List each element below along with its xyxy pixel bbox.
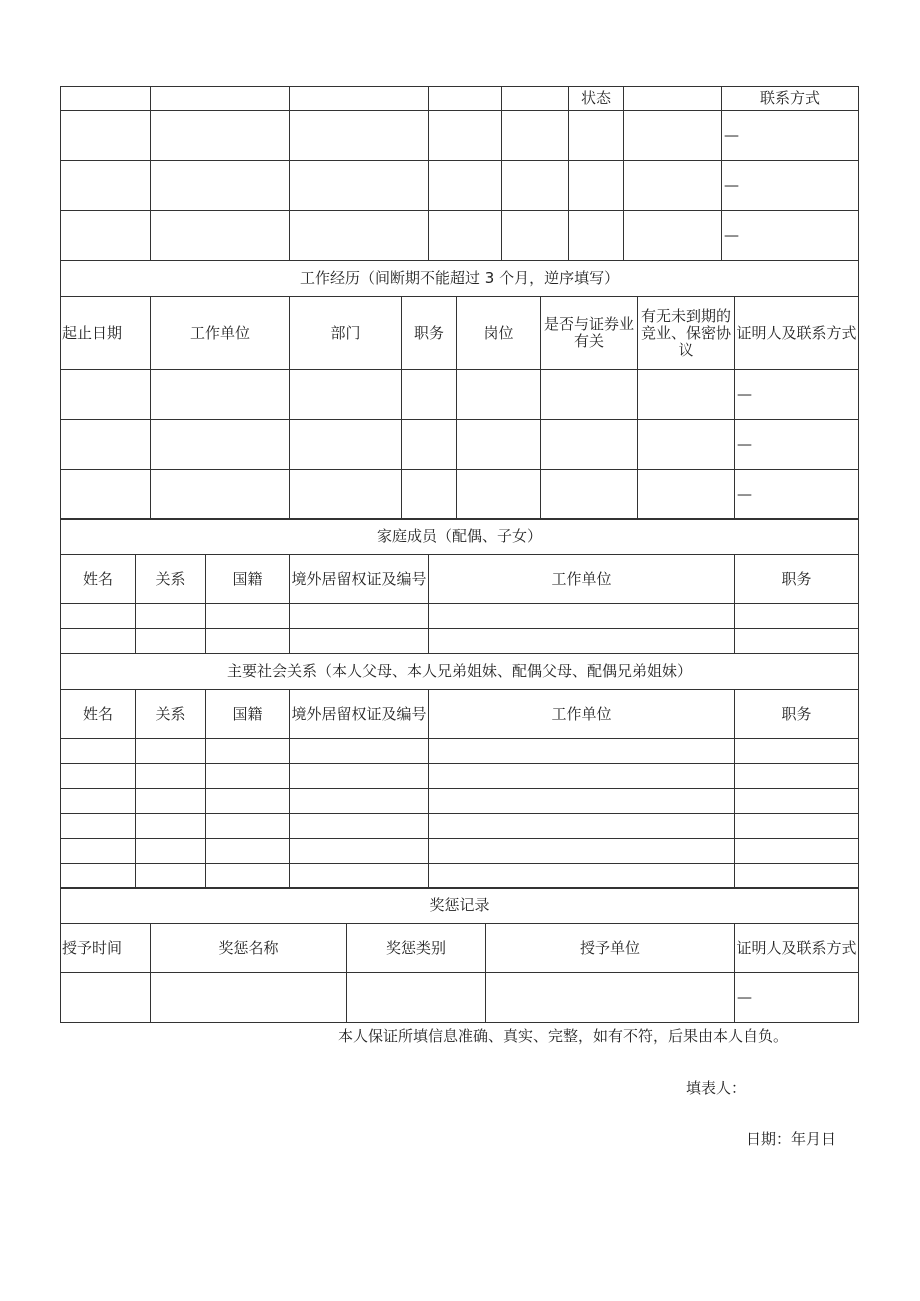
- input-cell[interactable]: [290, 470, 402, 520]
- input-cell[interactable]: [206, 789, 290, 814]
- table-row: [61, 864, 859, 889]
- header-cell: 起止日期: [61, 297, 151, 370]
- input-cell[interactable]: [290, 211, 429, 261]
- work-experience-table: [60, 260, 859, 520]
- header-cell: 姓名: [61, 555, 136, 604]
- input-cell[interactable]: [61, 111, 151, 161]
- witness-cell[interactable]: —: [735, 470, 859, 520]
- header-cell: 职务: [735, 555, 859, 604]
- social-relations-table: [60, 653, 859, 889]
- section-title: 工作经历（间断期不能超过 3 个月，逆序填写）: [61, 261, 859, 297]
- input-cell[interactable]: [290, 420, 402, 470]
- witness-cell[interactable]: —: [735, 370, 859, 420]
- input-cell[interactable]: [61, 814, 136, 839]
- input-cell[interactable]: [502, 161, 569, 211]
- header-cell: 奖惩类别: [347, 924, 486, 973]
- header-cell: 工作单位: [429, 690, 735, 739]
- table-row: [61, 629, 859, 654]
- table-row: [61, 839, 859, 864]
- header-cell: 证明人及联系方式: [735, 924, 859, 973]
- input-cell[interactable]: [569, 211, 624, 261]
- input-cell[interactable]: [638, 470, 735, 520]
- table-row: [61, 370, 859, 420]
- witness-cell[interactable]: —: [735, 973, 859, 1023]
- header-cell: 证明人及联系方式: [735, 297, 859, 370]
- input-cell[interactable]: [151, 111, 290, 161]
- input-cell[interactable]: [624, 111, 722, 161]
- input-cell[interactable]: [151, 161, 290, 211]
- input-cell[interactable]: [290, 629, 429, 654]
- header-cell: [429, 87, 502, 111]
- input-cell[interactable]: [457, 470, 541, 520]
- contact-cell[interactable]: —: [722, 161, 859, 211]
- input-cell[interactable]: [290, 739, 429, 764]
- header-row: [61, 690, 859, 739]
- input-cell[interactable]: [136, 629, 206, 654]
- header-cell: 工作单位: [429, 555, 735, 604]
- input-cell[interactable]: [61, 789, 136, 814]
- input-cell[interactable]: [206, 629, 290, 654]
- input-cell[interactable]: [735, 629, 859, 654]
- input-cell[interactable]: [290, 839, 429, 864]
- input-cell[interactable]: [402, 470, 457, 520]
- input-cell[interactable]: [151, 370, 290, 420]
- input-cell[interactable]: [61, 973, 151, 1023]
- table-row: [61, 161, 859, 211]
- input-cell[interactable]: [402, 420, 457, 470]
- input-cell[interactable]: [290, 814, 429, 839]
- input-cell[interactable]: [486, 973, 735, 1023]
- header-cell: 国籍: [206, 555, 290, 604]
- declaration-text: 本人保证所填信息准确、真实、完整，如有不符，后果由本人自负。: [338, 1027, 789, 1045]
- input-cell[interactable]: [502, 211, 569, 261]
- header-cell: 关系: [136, 690, 206, 739]
- education-table: [60, 86, 859, 261]
- header-cell: 境外居留权证及编号: [290, 555, 429, 604]
- input-cell[interactable]: [290, 604, 429, 629]
- input-cell[interactable]: [541, 470, 638, 520]
- header-cell: [290, 87, 429, 111]
- header-cell: [151, 87, 290, 111]
- input-cell[interactable]: [457, 420, 541, 470]
- input-cell[interactable]: [136, 839, 206, 864]
- input-cell[interactable]: [402, 370, 457, 420]
- input-cell[interactable]: [638, 420, 735, 470]
- header-cell: [624, 87, 722, 111]
- header-cell: 授予时间: [61, 924, 151, 973]
- input-cell[interactable]: [206, 839, 290, 864]
- input-cell[interactable]: [290, 864, 429, 889]
- input-cell[interactable]: [136, 764, 206, 789]
- header-cell: 是否与证券业有关: [541, 297, 638, 370]
- input-cell[interactable]: [429, 814, 735, 839]
- input-cell[interactable]: [290, 764, 429, 789]
- header-row: [61, 555, 859, 604]
- table-row: [61, 814, 859, 839]
- input-cell[interactable]: [151, 420, 290, 470]
- input-cell[interactable]: [429, 839, 735, 864]
- input-cell[interactable]: [569, 111, 624, 161]
- input-cell[interactable]: [136, 814, 206, 839]
- header-cell: [61, 87, 151, 111]
- input-cell[interactable]: [151, 470, 290, 520]
- input-cell[interactable]: [457, 370, 541, 420]
- family-members-table: [60, 518, 859, 654]
- input-cell[interactable]: [541, 420, 638, 470]
- table-row: [61, 604, 859, 629]
- header-cell: 岗位: [457, 297, 541, 370]
- header-row: [61, 297, 859, 370]
- input-cell[interactable]: [206, 864, 290, 889]
- input-cell[interactable]: [429, 111, 502, 161]
- input-cell[interactable]: [61, 864, 136, 889]
- date-label: 日期：年月日: [746, 1130, 837, 1148]
- input-cell[interactable]: [290, 789, 429, 814]
- input-cell[interactable]: [735, 604, 859, 629]
- header-contact: 联系方式: [722, 87, 859, 111]
- input-cell[interactable]: [61, 420, 151, 470]
- input-cell[interactable]: [429, 629, 735, 654]
- input-cell[interactable]: [290, 111, 429, 161]
- input-cell[interactable]: [735, 739, 859, 764]
- table-row: [61, 111, 859, 161]
- section-title: 主要社会关系（本人父母、本人兄弟姐妹、配偶父母、配偶兄弟姐妹）: [61, 654, 859, 690]
- input-cell[interactable]: [206, 739, 290, 764]
- input-cell[interactable]: [136, 789, 206, 814]
- input-cell[interactable]: [735, 839, 859, 864]
- input-cell[interactable]: [429, 764, 735, 789]
- header-cell: 境外居留权证及编号: [290, 690, 429, 739]
- header-status: 状态: [569, 87, 624, 111]
- input-cell[interactable]: [206, 764, 290, 789]
- input-cell[interactable]: [61, 161, 151, 211]
- input-cell[interactable]: [61, 211, 151, 261]
- header-cell: 职务: [735, 690, 859, 739]
- input-cell[interactable]: [290, 370, 402, 420]
- header-cell: 奖惩名称: [151, 924, 347, 973]
- input-cell[interactable]: [61, 839, 136, 864]
- table-row: [61, 211, 859, 261]
- input-cell[interactable]: [347, 973, 486, 1023]
- table-row: [61, 739, 859, 764]
- header-cell: 关系: [136, 555, 206, 604]
- header-cell: 部门: [290, 297, 402, 370]
- section-title: 家庭成员（配偶、子女）: [61, 519, 859, 555]
- contact-cell[interactable]: —: [722, 111, 859, 161]
- header-row: [61, 87, 859, 111]
- input-cell[interactable]: [735, 814, 859, 839]
- input-cell[interactable]: [151, 211, 290, 261]
- contact-cell[interactable]: —: [722, 211, 859, 261]
- header-cell: [502, 87, 569, 111]
- table-row: [61, 420, 859, 470]
- input-cell[interactable]: [502, 111, 569, 161]
- header-cell: 姓名: [61, 690, 136, 739]
- awards-table: [60, 887, 859, 1023]
- filler-label: 填表人：: [686, 1079, 747, 1097]
- input-cell[interactable]: [541, 370, 638, 420]
- input-cell[interactable]: [136, 864, 206, 889]
- header-cell: 国籍: [206, 690, 290, 739]
- input-cell[interactable]: [429, 161, 502, 211]
- table-row: [61, 764, 859, 789]
- input-cell[interactable]: [624, 211, 722, 261]
- input-cell[interactable]: [735, 764, 859, 789]
- witness-cell[interactable]: —: [735, 420, 859, 470]
- header-cell: 有无未到期的竞业、保密协议: [638, 297, 735, 370]
- input-cell[interactable]: [151, 973, 347, 1023]
- input-cell[interactable]: [429, 864, 735, 889]
- table-row: [61, 973, 859, 1023]
- header-cell: 职务: [402, 297, 457, 370]
- input-cell[interactable]: [61, 764, 136, 789]
- input-cell[interactable]: [136, 739, 206, 764]
- input-cell[interactable]: [290, 161, 429, 211]
- input-cell[interactable]: [61, 370, 151, 420]
- input-cell[interactable]: [638, 370, 735, 420]
- input-cell[interactable]: [61, 470, 151, 520]
- input-cell[interactable]: [429, 739, 735, 764]
- header-cell: 工作单位: [151, 297, 290, 370]
- input-cell[interactable]: [429, 211, 502, 261]
- table-row: [61, 470, 859, 520]
- input-cell[interactable]: [61, 629, 136, 654]
- input-cell[interactable]: [429, 789, 735, 814]
- input-cell[interactable]: [735, 789, 859, 814]
- table-row: [61, 789, 859, 814]
- input-cell[interactable]: [61, 604, 136, 629]
- input-cell[interactable]: [429, 604, 735, 629]
- input-cell[interactable]: [206, 814, 290, 839]
- input-cell[interactable]: [735, 864, 859, 889]
- input-cell[interactable]: [624, 161, 722, 211]
- input-cell[interactable]: [206, 604, 290, 629]
- header-row: [61, 924, 859, 973]
- input-cell[interactable]: [61, 739, 136, 764]
- input-cell[interactable]: [569, 161, 624, 211]
- section-title: 奖惩记录: [61, 888, 859, 924]
- input-cell[interactable]: [136, 604, 206, 629]
- header-cell: 授予单位: [486, 924, 735, 973]
